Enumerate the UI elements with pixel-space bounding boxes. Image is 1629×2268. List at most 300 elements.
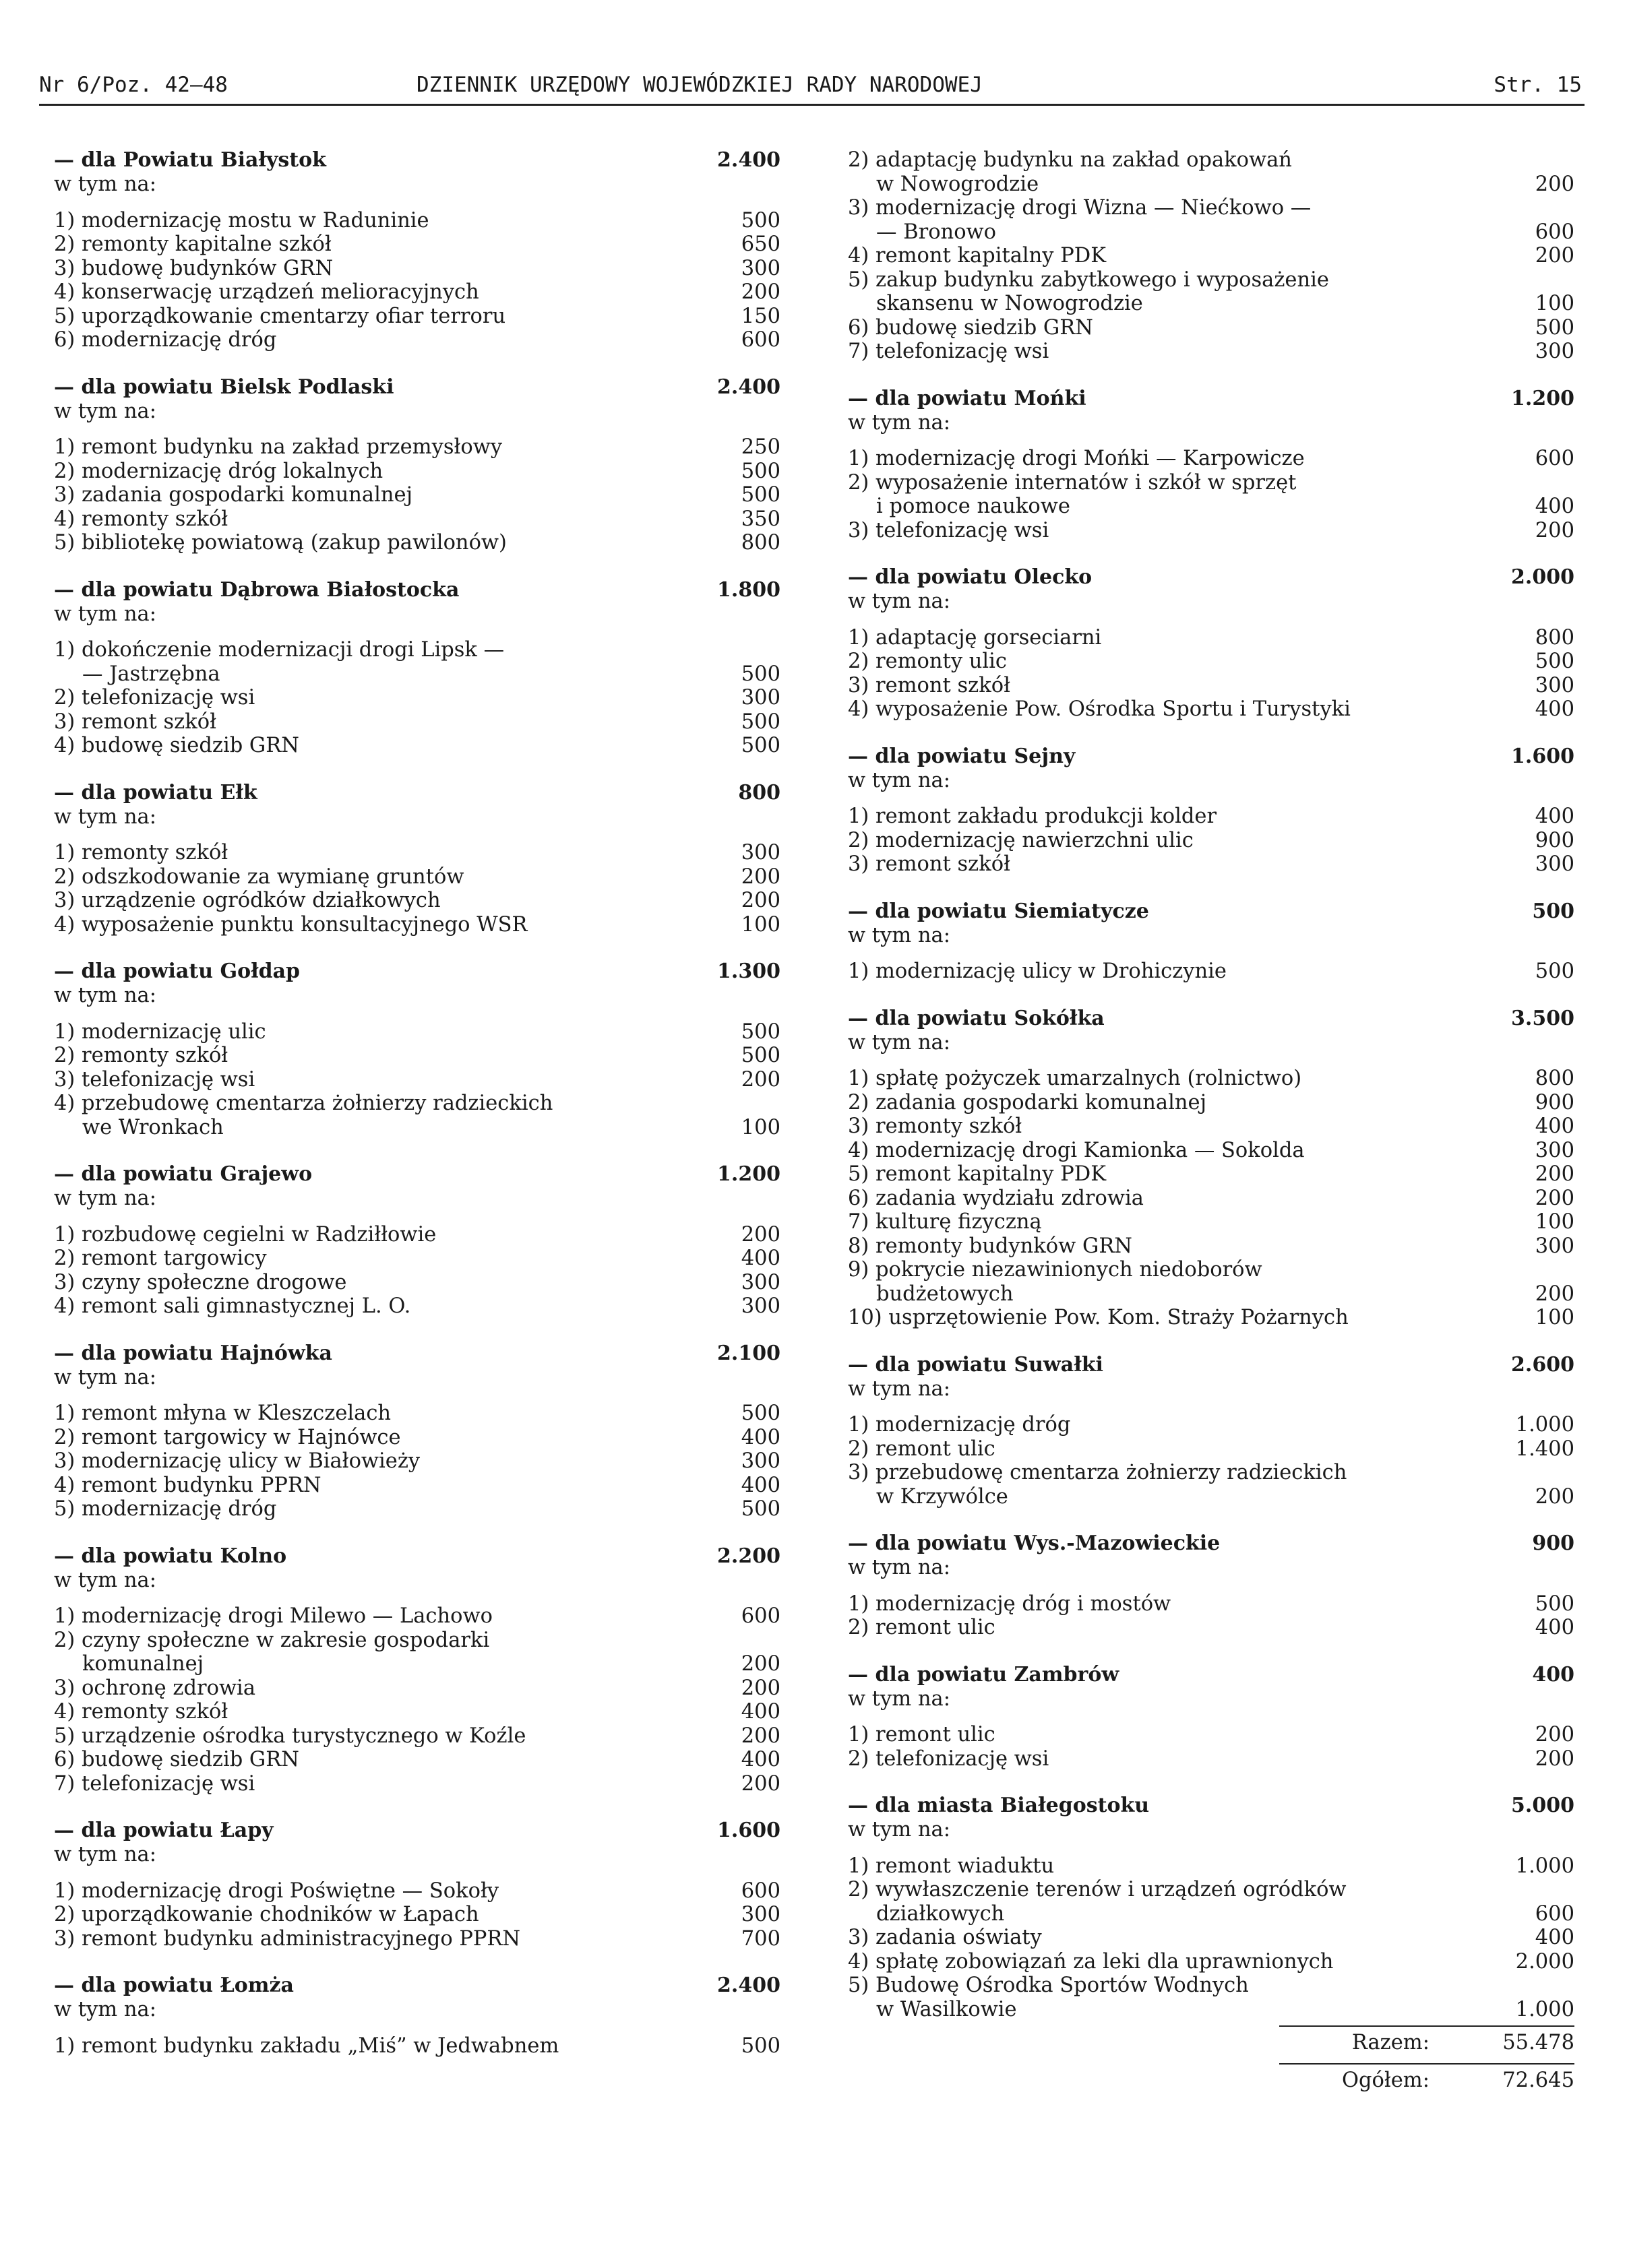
- section-total: 2.400: [717, 148, 780, 172]
- list-item: [54, 232, 780, 257]
- item-amount: 100: [741, 912, 780, 937]
- header-rule: [39, 104, 1585, 106]
- section-title: — dla powiatu Sokółka: [848, 1006, 1105, 1030]
- list-item: [848, 1461, 1574, 1485]
- list-item: [54, 1271, 780, 1295]
- list-item: [54, 1903, 780, 1927]
- item-text: i pomoce naukowe: [876, 495, 1070, 518]
- item-text: działkowych: [876, 1901, 1005, 1926]
- item-text: 1) spłatę pożyczek umarzalnych (rolnictwo): [848, 1067, 1302, 1090]
- item-amount: 1.000: [1515, 1413, 1574, 1437]
- item-text: skansenu w Nowogrodzie: [876, 292, 1143, 315]
- section-heading: [54, 959, 780, 984]
- item-amount: 300: [741, 1294, 780, 1318]
- sum-rule: [1279, 2025, 1574, 2027]
- list-item: [54, 734, 780, 758]
- item-text: 3) zadania oświaty: [848, 1926, 1042, 1949]
- list-item: [848, 1162, 1574, 1187]
- item-text: 2) modernizację nawierzchni ulic: [848, 828, 1194, 852]
- list-item: [848, 268, 1574, 292]
- item-text: 4) modernizację drogi Kamionka — Sokolda: [848, 1138, 1305, 1162]
- list-item: [54, 328, 780, 352]
- w-tym-na-label: w tym na:: [54, 1843, 157, 1866]
- list-item: [54, 1927, 780, 1951]
- item-text: 1) modernizację drogi Poświętne — Sokoły: [54, 1879, 499, 1903]
- item-text: 2) remonty ulic: [848, 650, 1007, 673]
- list-item: [848, 1485, 1574, 1509]
- item-amount: 600: [1535, 1901, 1574, 1926]
- section-title: — dla powiatu Suwałki: [848, 1352, 1103, 1377]
- razem-row: [848, 2031, 1574, 2059]
- item-text: 4) wyposażenie punktu konsultacyjnego WSR: [54, 912, 528, 937]
- item-amount: 500: [741, 1019, 780, 1044]
- section-title: — dla powiatu Wys.-Mazowieckie: [848, 1532, 1221, 1555]
- item-text: 1) remont budynku na zakład przemysłowy: [54, 435, 503, 459]
- item-text: 3) remont budynku administracyjnego PPRN: [54, 1926, 521, 1951]
- item-text: — Jastrzębna: [82, 662, 220, 686]
- section-heading: [54, 1544, 780, 1569]
- list-item: [54, 1247, 780, 1271]
- section-heading: [54, 1342, 780, 1366]
- list-item: [848, 829, 1574, 853]
- section-total: 3.500: [1511, 1006, 1574, 1030]
- item-text: 2) remonty szkół: [54, 1044, 228, 1067]
- journal-title: DZIENNIK URZĘDOWY WOJEWÓDZKIEJ RADY NARODOWEJ: [417, 73, 983, 97]
- section-total: 1.600: [717, 1819, 780, 1842]
- item-text: 3) zadania gospodarki komunalnej: [54, 483, 413, 507]
- item-text: 1) remonty szkół: [54, 841, 228, 864]
- list-item: [848, 805, 1574, 829]
- item-amount: 200: [741, 1676, 780, 1700]
- list-item: [54, 1676, 780, 1701]
- section-title: — dla powiatu Mońki: [848, 386, 1086, 410]
- item-text: 4) remont kapitalny PDK: [848, 244, 1106, 267]
- item-text: 6) zadania wydziału zdrowia: [848, 1186, 1144, 1210]
- item-text: 1) modernizację drogi Milewo — Lachowo: [54, 1604, 493, 1628]
- list-item: [54, 531, 780, 555]
- item-amount: 400: [741, 1473, 780, 1497]
- list-item: [54, 1116, 780, 1140]
- list-item: [54, 1700, 780, 1724]
- list-item: [848, 852, 1574, 877]
- item-amount: 200: [1535, 1282, 1574, 1306]
- item-amount: 500: [741, 710, 780, 734]
- list-item: [54, 865, 780, 889]
- item-amount: 200: [741, 280, 780, 304]
- list-item: [848, 340, 1574, 364]
- item-text: 1) dokończenie modernizacji drogi Lipsk —: [54, 638, 505, 662]
- w-tym-na-label: w tym na:: [848, 768, 951, 792]
- list-item: [54, 460, 780, 484]
- item-text: 1) modernizację drogi Mońki — Karpowicze: [848, 447, 1305, 470]
- list-item: [848, 1926, 1574, 1950]
- item-text: 5) bibliotekę powiatową (zakup pawilonów): [54, 531, 507, 555]
- item-amount: 300: [1535, 340, 1574, 363]
- list-item: [54, 1748, 780, 1772]
- item-amount: 900: [1535, 1090, 1574, 1114]
- item-amount: 400: [741, 1247, 780, 1270]
- section-title: — dla powiatu Ełk: [54, 780, 257, 805]
- item-amount: 2.000: [1515, 1949, 1574, 1974]
- item-text: — Bronowo: [876, 220, 997, 244]
- item-text: we Wronkach: [82, 1115, 224, 1139]
- section-title: — dla powiatu Zambrów: [848, 1662, 1119, 1687]
- w-tym-na-label: w tym na:: [848, 1818, 951, 1841]
- list-item: [848, 650, 1574, 674]
- ogolem-value: 72.645: [1502, 2069, 1574, 2092]
- item-text: 10) usprzętowienie Pow. Kom. Straży Pożarnych: [848, 1306, 1349, 1329]
- section-heading: [848, 565, 1574, 590]
- item-text: 2) czyny społeczne w zakresie gospodarki: [54, 1628, 490, 1652]
- item-text: 3) remonty szkół: [848, 1114, 1022, 1138]
- list-item: [54, 841, 780, 865]
- item-text: 2) remont targowicy w Hajnówce: [54, 1425, 401, 1449]
- list-item: [848, 1210, 1574, 1234]
- item-amount: 500: [741, 2034, 780, 2058]
- item-text: 4) spłatę zobowiązań za leki dla uprawnionych: [848, 1949, 1334, 1974]
- item-amount: 250: [741, 435, 780, 459]
- item-text: 4) konserwację urządzeń melioracyjnych: [54, 280, 479, 304]
- item-amount: 300: [741, 1270, 780, 1294]
- item-amount: 700: [741, 1926, 780, 1951]
- list-item: [54, 2034, 780, 2058]
- list-item: [848, 1723, 1574, 1747]
- list-item: [848, 471, 1574, 495]
- w-tym-na-label: w tym na:: [54, 1568, 157, 1592]
- list-item: [54, 710, 780, 734]
- section-total: 1.800: [717, 577, 780, 602]
- item-text: 4) wyposażenie Pow. Ośrodka Sportu i Turystyki: [848, 697, 1351, 721]
- list-item: [848, 1067, 1574, 1091]
- list-item: [54, 686, 780, 710]
- list-item: [54, 913, 780, 937]
- list-item: [848, 1306, 1574, 1330]
- item-amount: 200: [1535, 1484, 1574, 1509]
- item-amount: 300: [1535, 1234, 1574, 1258]
- section-title: — dla powiatu Olecko: [848, 565, 1093, 589]
- item-text: 1) modernizację dróg i mostów: [848, 1592, 1171, 1616]
- list-item: [54, 1652, 780, 1676]
- item-amount: 400: [741, 1700, 780, 1724]
- item-text: 3) czyny społeczne drogowe: [54, 1270, 347, 1294]
- list-item: [54, 1294, 780, 1319]
- list-item: [54, 1449, 780, 1474]
- section-heading: [54, 1819, 780, 1843]
- list-item: [848, 1282, 1574, 1306]
- list-item: [848, 626, 1574, 650]
- w-tym-na-label: w tym na:: [54, 1998, 157, 2021]
- section-heading: [54, 1974, 780, 1998]
- w-tym-na-label: w tym na:: [54, 984, 157, 1007]
- item-text: 2) wywłaszczenie terenów i urządzeń ogródków: [848, 1878, 1347, 1901]
- list-item: [54, 1724, 780, 1749]
- item-amount: 300: [741, 686, 780, 710]
- section-total: 2.200: [717, 1544, 780, 1568]
- list-item: [848, 1114, 1574, 1139]
- list-item: [848, 1413, 1574, 1437]
- item-text: 2) remont ulic: [848, 1437, 995, 1461]
- item-text: 3) telefonizację wsi: [54, 1067, 255, 1092]
- item-amount: 500: [1535, 959, 1574, 983]
- item-amount: 500: [741, 734, 780, 757]
- item-amount: 200: [741, 1652, 780, 1676]
- item-text: 5) Budowę Ośrodka Sportów Wodnych: [848, 1974, 1249, 1997]
- item-text: 5) zakup budynku zabytkowego i wyposażenie: [848, 267, 1329, 292]
- list-item: [848, 1950, 1574, 1974]
- item-amount: 800: [1535, 1067, 1574, 1090]
- section-total: 2.400: [717, 1974, 780, 1997]
- item-text: 3) przebudowę cmentarza żołnierzy radzieckich: [848, 1461, 1347, 1484]
- item-amount: 500: [741, 483, 780, 507]
- section-heading: [848, 1663, 1574, 1687]
- list-item: [54, 662, 780, 687]
- section-total: 2.600: [1511, 1352, 1574, 1377]
- item-text: 7) telefonizację wsi: [848, 340, 1049, 363]
- section-total: 900: [1532, 1532, 1574, 1555]
- ogolem-label: Ogółem:: [1341, 2069, 1430, 2092]
- item-text: 3) remont szkół: [54, 710, 216, 734]
- section-total: 2.400: [717, 375, 780, 399]
- section-heading: [848, 1007, 1574, 1031]
- page-header: [39, 73, 1582, 106]
- item-amount: 100: [1535, 292, 1574, 315]
- ogolem-row: [848, 2069, 1574, 2097]
- item-text: 5) remont kapitalny PDK: [848, 1162, 1106, 1186]
- item-amount: 500: [741, 662, 780, 686]
- item-amount: 500: [741, 208, 780, 232]
- list-item: [848, 1258, 1574, 1282]
- item-amount: 300: [1535, 852, 1574, 876]
- item-amount: 300: [741, 1449, 780, 1473]
- razem-label: Razem:: [1351, 2031, 1430, 2054]
- item-text: 1) adaptację gorseciarni: [848, 625, 1102, 650]
- item-amount: 600: [741, 328, 780, 352]
- list-item: [54, 280, 780, 305]
- list-item: [54, 435, 780, 460]
- section-heading: [848, 1532, 1574, 1556]
- list-item: [54, 638, 780, 662]
- item-text: 4) remont budynku PPRN: [54, 1473, 321, 1497]
- list-item: [848, 447, 1574, 471]
- item-text: 3) modernizację drogi Wizna — Niećkowo —: [848, 196, 1312, 220]
- item-amount: 500: [741, 1401, 780, 1425]
- item-amount: 200: [1535, 518, 1574, 542]
- item-amount: 600: [1535, 220, 1574, 244]
- w-tym-na-label: w tym na:: [54, 602, 157, 626]
- list-item: [848, 519, 1574, 543]
- list-item: [54, 1604, 780, 1629]
- list-item: [54, 507, 780, 532]
- list-item: [848, 1187, 1574, 1211]
- item-amount: 650: [741, 232, 780, 256]
- item-amount: 200: [741, 1067, 780, 1092]
- item-text: 2) wyposażenie internatów i szkół w sprzęt: [848, 470, 1297, 495]
- item-amount: 500: [741, 459, 780, 483]
- item-amount: 300: [741, 256, 780, 280]
- item-amount: 200: [1535, 1723, 1574, 1746]
- item-text: 2) adaptację budynku na zakład opakowań: [848, 148, 1292, 172]
- list-item: [848, 495, 1574, 519]
- item-amount: 500: [1535, 315, 1574, 340]
- item-amount: 150: [741, 304, 780, 328]
- list-item: [54, 209, 780, 233]
- item-text: 5) urządzenie ośrodka turystycznego w Koźle: [54, 1724, 526, 1748]
- w-tym-na-label: w tym na:: [848, 923, 951, 947]
- list-item: [54, 1092, 780, 1116]
- w-tym-na-label: w tym na:: [848, 1377, 951, 1401]
- item-amount: 300: [1535, 673, 1574, 697]
- item-text: 3) modernizację ulicy w Białowieży: [54, 1449, 421, 1473]
- continued-items: [848, 148, 1574, 364]
- section-heading: [848, 1794, 1574, 1818]
- w-tym-na-label: w tym na:: [848, 410, 951, 435]
- section-total: 1.300: [717, 959, 780, 983]
- item-text: 6) modernizację dróg: [54, 328, 277, 352]
- item-text: 3) remont szkół: [848, 852, 1010, 876]
- item-amount: 600: [1535, 447, 1574, 470]
- section-total: 800: [738, 780, 780, 805]
- section-total: 400: [1532, 1662, 1574, 1687]
- list-item: [54, 1497, 780, 1521]
- section-title: — dla powiatu Łapy: [54, 1819, 274, 1842]
- item-text: 9) pokrycie niezawinionych niedoborów: [848, 1258, 1262, 1282]
- item-amount: 200: [1535, 1186, 1574, 1210]
- list-item: [848, 959, 1574, 984]
- item-amount: 400: [1535, 805, 1574, 828]
- item-text: 3) telefonizację wsi: [848, 518, 1049, 542]
- section-title: — dla powiatu Kolno: [54, 1544, 287, 1568]
- section-total: 1.200: [1511, 386, 1574, 410]
- right-column: [848, 148, 1574, 2097]
- w-tym-na-label: w tym na:: [54, 399, 157, 423]
- item-text: 1) modernizację ulic: [54, 1019, 266, 1044]
- item-amount: 400: [741, 1748, 780, 1771]
- item-text: 1) remont wiaduktu: [848, 1854, 1055, 1878]
- item-text: 2) telefonizację wsi: [848, 1746, 1049, 1771]
- section-heading: [848, 387, 1574, 411]
- section-total: 1.200: [717, 1162, 780, 1186]
- list-item: [848, 1139, 1574, 1163]
- section-heading: [54, 781, 780, 805]
- item-text: 2) remont ulic: [848, 1616, 995, 1639]
- w-tym-na-label: w tym na:: [54, 805, 157, 829]
- section-total: 2.000: [1511, 565, 1574, 589]
- item-amount: 200: [741, 864, 780, 889]
- list-item: [848, 1616, 1574, 1640]
- item-text: 4) budowę siedzib GRN: [54, 734, 299, 757]
- w-tym-na-label: w tym na:: [54, 1187, 157, 1210]
- item-text: 1) remont ulic: [848, 1723, 995, 1746]
- item-amount: 300: [741, 841, 780, 864]
- list-item: [848, 172, 1574, 197]
- item-amount: 400: [1535, 1926, 1574, 1949]
- item-text: 3) budowę budynków GRN: [54, 256, 334, 280]
- section-title: — dla miasta Białegostoku: [848, 1794, 1150, 1817]
- section-title: — dla Powiatu Białystok: [54, 148, 326, 172]
- list-item: [848, 1878, 1574, 1902]
- item-text: 1) modernizację ulicy w Drohiczynie: [848, 959, 1227, 983]
- list-item: [848, 292, 1574, 316]
- list-item: [848, 1854, 1574, 1879]
- item-amount: 500: [1535, 650, 1574, 673]
- section-heading: [848, 900, 1574, 924]
- section-title: — dla powiatu Hajnówka: [54, 1341, 332, 1365]
- section-title: — dla powiatu Grajewo: [54, 1162, 313, 1186]
- item-text: 3) urządzenie ogródków działkowych: [54, 889, 441, 912]
- list-item: [848, 316, 1574, 340]
- section-title: — dla powiatu Sejny: [848, 744, 1076, 768]
- item-text: 4) przebudowę cmentarza żołnierzy radzieckich: [54, 1092, 553, 1115]
- w-tym-na-label: w tym na:: [848, 1030, 951, 1054]
- list-item: [848, 1998, 1574, 2022]
- list-item: [54, 889, 780, 913]
- item-text: 2) zadania gospodarki komunalnej: [848, 1090, 1207, 1114]
- w-tym-na-label: w tym na:: [848, 1556, 951, 1579]
- section-heading: [848, 745, 1574, 769]
- item-amount: 400: [1535, 697, 1574, 721]
- item-text: 1) remont młyna w Kleszczelach: [54, 1401, 392, 1425]
- list-item: [848, 1234, 1574, 1259]
- item-text: 2) odszkodowanie za wymianę gruntów: [54, 864, 464, 889]
- item-amount: 200: [741, 1222, 780, 1247]
- item-text: 1) remont budynku zakładu „Miś” w Jedwabnem: [54, 2034, 559, 2058]
- item-amount: 800: [1535, 625, 1574, 650]
- item-amount: 100: [1535, 1210, 1574, 1234]
- item-text: w Krzywólce: [876, 1484, 1008, 1509]
- item-amount: 400: [1535, 495, 1574, 518]
- list-item: [848, 1437, 1574, 1461]
- item-amount: 400: [1535, 1114, 1574, 1138]
- left-column: [54, 148, 780, 2058]
- item-amount: 800: [741, 531, 780, 555]
- item-text: 6) budowę siedzib GRN: [54, 1748, 299, 1771]
- razem-value: 55.478: [1502, 2031, 1574, 2054]
- item-text: w Nowogrodzie: [876, 172, 1039, 196]
- list-item: [54, 1044, 780, 1068]
- item-amount: 1.000: [1515, 1854, 1574, 1878]
- item-text: 7) kulturę fizyczną: [848, 1210, 1042, 1234]
- item-text: komunalnej: [82, 1652, 204, 1676]
- item-amount: 300: [741, 1903, 780, 1926]
- section-title: — dla powiatu Łomża: [54, 1974, 294, 1997]
- w-tym-na-label: w tym na:: [54, 172, 157, 196]
- section-heading: [54, 148, 780, 172]
- item-text: 4) remont sali gimnastycznej L. O.: [54, 1294, 411, 1318]
- section-title: — dla powiatu Gołdap: [54, 959, 301, 983]
- list-item: [54, 1772, 780, 1796]
- list-item: [54, 1629, 780, 1653]
- item-text: 8) remonty budynków GRN: [848, 1234, 1132, 1258]
- item-text: budżetowych: [876, 1282, 1014, 1306]
- item-amount: 400: [741, 1425, 780, 1449]
- list-item: [54, 1474, 780, 1498]
- item-amount: 500: [1535, 1592, 1574, 1616]
- list-item: [54, 257, 780, 281]
- list-item: [54, 305, 780, 329]
- item-amount: 400: [1535, 1616, 1574, 1639]
- item-text: 1) rozbudowę cegielni w Radziłłowie: [54, 1222, 437, 1247]
- list-item: [848, 220, 1574, 245]
- item-amount: 300: [1535, 1138, 1574, 1162]
- item-text: 3) remont szkół: [848, 673, 1010, 697]
- list-item: [54, 1401, 780, 1426]
- item-text: 1) remont zakładu produkcji kolder: [848, 805, 1217, 828]
- section-title: — dla powiatu Bielsk Podlaski: [54, 375, 394, 399]
- item-amount: 200: [1535, 1162, 1574, 1186]
- list-item: [848, 1091, 1574, 1115]
- list-item: [848, 148, 1574, 172]
- section-total: 500: [1532, 899, 1574, 923]
